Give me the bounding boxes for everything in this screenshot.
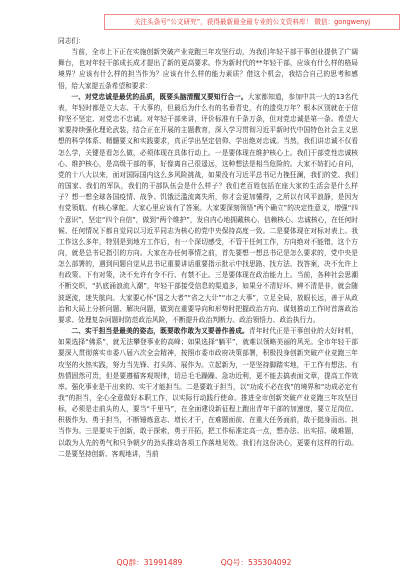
- promo-banner: [104, 14, 400, 30]
- qq-group-text: QQ群：31991489: [116, 558, 183, 567]
- paragraph-section-2: [58, 326, 358, 460]
- qq-number-text: QQ号：535304092: [220, 558, 292, 567]
- promo-banner-text: 关注头条号“公文研究”，获得最新最全最专业的公文资料库！ 微信：gongwenyj: [133, 18, 371, 26]
- section-2-continued: 我们有这份决心，更要有这样的行动。二是要坚持创新、客观地讲，当前: [58, 438, 358, 458]
- document-body: [58, 36, 358, 556]
- contact-footer: [0, 556, 408, 570]
- section-heading-2: 二、实干担当是最美的姿态，既要敢作敢为又要善作善成。: [71, 327, 249, 336]
- paragraph-section-1: [58, 92, 358, 326]
- salutation: 同志们：: [58, 37, 85, 45]
- paragraph-intro: 当前，全市上下正在实施创新突破产业竞跑三年攻坚行动，为我们年轻干部干事创业提供了广阔舞台，也对年轻干部成长成才提出了新的更高要求。作为新时代的**年轻干部，应该有什么样的格局境界？应该有什么样的担当作为？应该有什么样的能力素质？借这个机会，我结合自己的思考和感悟，给大家提五条希望和要求：: [58, 48, 358, 90]
- section-2-body: 青年时代正是干事创业的大好时机，如果选择“佛系”，就无法攀登事业的高峰；如果选择“躺平”，就难以领略美丽的风光。全市年轻干部要深入贯彻落实市委八届六次全会精神，按照市委市政府决策部署，积极投身创新突破产业竞跑三年攻坚的火热实践，努力当先锋、打头阵、展作为。立起新为，一是坚持脚踏实地，干工作有想法、有热情固然可贵，但是要遵循客观规律，切忌毛毛躁躁、急功近利，更不能去搞表面文章，提高工作效率。强化事业是干出来的、实干才能担当。二是要敢于担当，以“功成不必在我”的境界和“功成必定有我”的担当，全心全意做好本职工作，以实际行动践行使命。推进全市创新突破产业竞跑三年攻坚目标，必须是走前头的人，要当“千里马”，在全面建设新征程上跑出青年干部的加速度，要立足岗位、积极作为、勇于担当，不断锤炼意志、增长才干，在难题面前、在重大任务面前，敢于挺身而出、担当作为。三是要实干创新，敢于探索，勇于开拓，把工作标准定高一点，想办法、出实招、破难题，以敢为人先的勇气和只争朝夕的劲头推动各项工作落地见效。: [58, 327, 358, 447]
- section-heading-1: 一、对党忠诚是最优的品质，既要头脑清醒又要知行合一。: [71, 92, 248, 101]
- section-1-body: 大家都知道，参加中共一大的13名代表，年轻时都是立大志、干大事的，但最后为什么有的名垂青史，有的遗臭万年？根本区别就在于信仰坚不坚定、对党忠不忠诚。对年轻干部来讲，评价标准有千条万条，但对党忠诚是第一条。希望大家要持续强化理论武装，结合正在开展的主题教育，深入学习贯彻习近平新时代中国特色社会主义思想的科学体系、精髓要义和实践要求，真正学出坚定信仰、学出绝对忠诚。当然，我们讲忠诚不仅看怎么学，关键是看怎么做，必须体现在具体行动上。一是要体现在维护核心上。我们干部党性忠诚核心、维护核心，是高级干部的事，好像离自己很遥远，这种想法是相当危险的。大家不妨扪心自问，党的十八大以来，面对国际国内这么多风险挑战，如果没有习近平总书记力挽狂澜，我们的党、我们的国家、我们的军队，我们的干部队伍会是什么样子？我们老百姓包括在座大家的生活会是什么样子？想一想全球各国疫情、战争、饥饿泛滥流离失所，你才会更加懂得，之所以有风平浪静，是因为有党领航、有核心掌舵。大家心里应该有了答案。大家要深刻领悟“两个确立”的决定性意义，增强“四个意识”，坚定“四个自信”，做到“两个维护”，发自内心地拥戴核心、信赖核心、忠诚核心，在任何时候、任何情况下都自觉同以习近平同志为核心的党中央保持高度一致。二是要体现在对标对表上。我工作这么多年，特别是到地方工作后，有一个深切感受，不管干任何工作，方向绝对不能错，这个方向，就是总书记指引的方向。大家在办任何事情之前，首先要想一想总书记是怎么要求的，党中央是怎么部署的，遇到问题自觉从总书记重要讲话重要指示批示中找思路、找方法、找答案，决不允许上有政策、下有对策，决不允许有令不行、有禁不止。三是要体现在政治能力上。当前，各种社会思潮不断交织，“扒底涌浪流入潮”，年轻干部接受信息的渠道多，如果分不清好坏、辨不清是非，就会随波逐流，迷失航向。大家要心怀“国之大者”“省之大计”“市之大事”，立足全局，放眼长远，善于从政治和大局上分析问题、解决问题，做到在重要导向和形势时把握政治方向、谋划推动工作时首落政治要求、处理复杂问题时防范政治风险，不断提升政治判断力、政治领悟力、政治执行力。: [58, 92, 358, 324]
